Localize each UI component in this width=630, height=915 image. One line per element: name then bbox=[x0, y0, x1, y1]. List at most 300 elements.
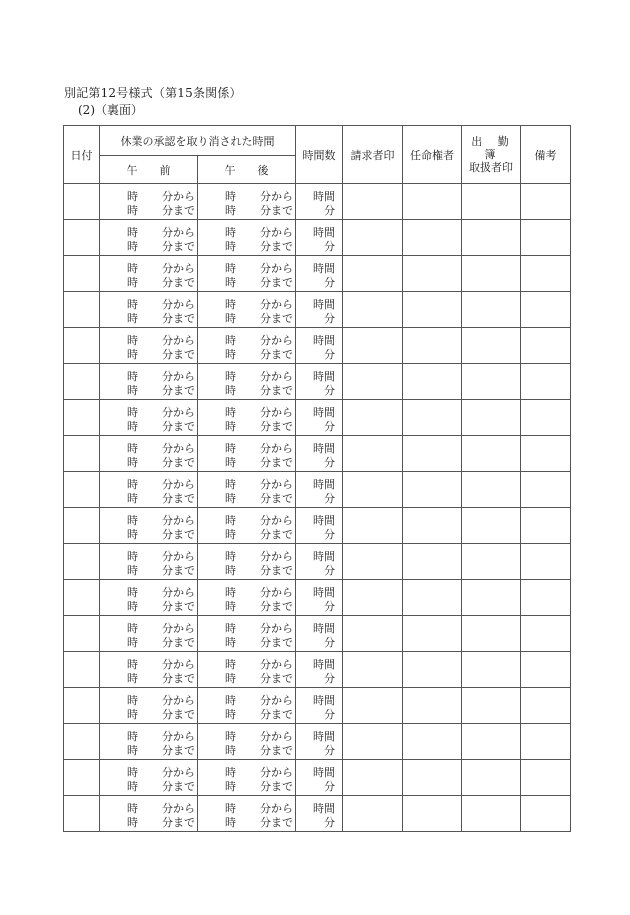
minutes-unit-label: 分 bbox=[324, 708, 335, 721]
until-label: 分まで bbox=[162, 816, 195, 829]
ledger-seal-cell[interactable] bbox=[462, 760, 521, 796]
ledger-seal-cell[interactable] bbox=[462, 220, 521, 256]
remarks-cell[interactable] bbox=[521, 328, 571, 364]
until-label: 分まで bbox=[162, 672, 195, 685]
ledger-seal-cell[interactable] bbox=[462, 472, 521, 508]
minutes-unit-label: 分 bbox=[324, 528, 335, 541]
from-label: 分から bbox=[260, 298, 293, 311]
pm-time-cell[interactable] bbox=[198, 256, 296, 292]
hour-label: 時 bbox=[225, 406, 236, 419]
am-time-cell[interactable] bbox=[100, 544, 198, 580]
hour-label: 時 bbox=[225, 622, 236, 635]
from-label: 分から bbox=[260, 262, 293, 275]
requester-seal-cell[interactable] bbox=[343, 580, 403, 616]
pm-time-cell[interactable] bbox=[198, 688, 296, 724]
date-cell[interactable] bbox=[64, 292, 100, 328]
hours-unit-label: 時間 bbox=[313, 766, 335, 779]
am-time-cell[interactable] bbox=[100, 472, 198, 508]
hours-cell[interactable] bbox=[296, 364, 343, 400]
table-row bbox=[64, 472, 571, 508]
remarks-cell[interactable] bbox=[521, 544, 571, 580]
minutes-unit-label: 分 bbox=[324, 816, 335, 829]
from-label: 分から bbox=[260, 334, 293, 347]
table-row bbox=[64, 508, 571, 544]
hour-label: 時 bbox=[127, 240, 138, 253]
hour-label: 時 bbox=[127, 334, 138, 347]
until-label: 分まで bbox=[260, 348, 293, 361]
until-label: 分まで bbox=[162, 456, 195, 469]
hour-label: 時 bbox=[225, 370, 236, 383]
ledger-seal-cell[interactable] bbox=[462, 796, 521, 832]
table-row bbox=[64, 580, 571, 616]
appointer-cell[interactable] bbox=[403, 688, 462, 724]
until-label: 分まで bbox=[260, 744, 293, 757]
ledger-seal-cell[interactable] bbox=[462, 688, 521, 724]
am-time-cell[interactable] bbox=[100, 760, 198, 796]
table-row bbox=[64, 364, 571, 400]
minutes-unit-label: 分 bbox=[324, 492, 335, 505]
hour-label: 時 bbox=[127, 348, 138, 361]
from-label: 分から bbox=[260, 622, 293, 635]
requester-seal-cell[interactable] bbox=[343, 616, 403, 652]
date-cell[interactable] bbox=[64, 688, 100, 724]
hour-label: 時 bbox=[127, 708, 138, 721]
form-title: 別記第12号様式（第15条関係） bbox=[64, 86, 242, 100]
hours-cell[interactable] bbox=[296, 580, 343, 616]
hour-label: 時 bbox=[127, 204, 138, 217]
minutes-unit-label: 分 bbox=[324, 564, 335, 577]
requester-seal-cell[interactable] bbox=[343, 436, 403, 472]
from-label: 分から bbox=[260, 226, 293, 239]
from-label: 分から bbox=[260, 802, 293, 815]
hour-label: 時 bbox=[225, 492, 236, 505]
requester-seal-cell[interactable] bbox=[343, 760, 403, 796]
hour-label: 時 bbox=[127, 780, 138, 793]
hours-unit-label: 時間 bbox=[313, 478, 335, 491]
pm-time-cell[interactable] bbox=[198, 508, 296, 544]
from-label: 分から bbox=[162, 370, 195, 383]
hour-label: 時 bbox=[225, 190, 236, 203]
am-time-cell[interactable] bbox=[100, 184, 198, 220]
table-row bbox=[64, 328, 571, 364]
remarks-cell[interactable] bbox=[521, 796, 571, 832]
until-label: 分まで bbox=[260, 420, 293, 433]
hour-label: 時 bbox=[127, 672, 138, 685]
until-label: 分まで bbox=[162, 528, 195, 541]
requester-seal-cell[interactable] bbox=[343, 508, 403, 544]
remarks-cell[interactable] bbox=[521, 616, 571, 652]
hour-label: 時 bbox=[127, 694, 138, 707]
appointer-cell[interactable] bbox=[403, 292, 462, 328]
hour-label: 時 bbox=[225, 334, 236, 347]
hour-label: 時 bbox=[225, 780, 236, 793]
col-cancelled-time-header: 休業の承認を取り消された時間 bbox=[100, 126, 296, 156]
requester-seal-cell[interactable] bbox=[343, 472, 403, 508]
until-label: 分まで bbox=[162, 636, 195, 649]
appointer-cell[interactable] bbox=[403, 544, 462, 580]
until-label: 分まで bbox=[260, 636, 293, 649]
hours-cell[interactable] bbox=[296, 652, 343, 688]
remarks-cell[interactable] bbox=[521, 400, 571, 436]
hours-cell[interactable] bbox=[296, 184, 343, 220]
table-row bbox=[64, 544, 571, 580]
hour-label: 時 bbox=[225, 802, 236, 815]
ledger-seal-cell[interactable] bbox=[462, 400, 521, 436]
remarks-cell[interactable] bbox=[521, 724, 571, 760]
requester-seal-cell[interactable] bbox=[343, 652, 403, 688]
minutes-unit-label: 分 bbox=[324, 672, 335, 685]
from-label: 分から bbox=[162, 226, 195, 239]
requester-seal-cell[interactable] bbox=[343, 292, 403, 328]
appointer-cell[interactable] bbox=[403, 472, 462, 508]
appointer-cell[interactable] bbox=[403, 328, 462, 364]
hour-label: 時 bbox=[225, 586, 236, 599]
hours-cell[interactable] bbox=[296, 256, 343, 292]
hours-unit-label: 時間 bbox=[313, 622, 335, 635]
ledger-seal-cell[interactable] bbox=[462, 724, 521, 760]
until-label: 分まで bbox=[162, 744, 195, 757]
table-row bbox=[64, 220, 571, 256]
hours-cell[interactable] bbox=[296, 796, 343, 832]
from-label: 分から bbox=[162, 622, 195, 635]
hours-cell[interactable] bbox=[296, 328, 343, 364]
table-row bbox=[64, 292, 571, 328]
minutes-unit-label: 分 bbox=[324, 240, 335, 253]
form-subtitle: (2)（裏面） bbox=[78, 103, 143, 117]
requester-seal-cell[interactable] bbox=[343, 796, 403, 832]
from-label: 分から bbox=[162, 406, 195, 419]
hour-label: 時 bbox=[127, 312, 138, 325]
hour-label: 時 bbox=[225, 420, 236, 433]
table-row bbox=[64, 796, 571, 832]
hour-label: 時 bbox=[127, 226, 138, 239]
hour-label: 時 bbox=[225, 312, 236, 325]
hours-unit-label: 時間 bbox=[313, 442, 335, 455]
pm-time-cell[interactable] bbox=[198, 292, 296, 328]
until-label: 分まで bbox=[162, 276, 195, 289]
until-label: 分まで bbox=[260, 816, 293, 829]
hour-label: 時 bbox=[225, 708, 236, 721]
from-label: 分から bbox=[260, 478, 293, 491]
requester-seal-cell[interactable] bbox=[343, 400, 403, 436]
hour-label: 時 bbox=[127, 564, 138, 577]
table-row bbox=[64, 724, 571, 760]
pm-time-cell[interactable] bbox=[198, 472, 296, 508]
pm-time-cell[interactable] bbox=[198, 760, 296, 796]
hours-cell[interactable] bbox=[296, 292, 343, 328]
hour-label: 時 bbox=[127, 730, 138, 743]
hour-label: 時 bbox=[127, 456, 138, 469]
until-label: 分まで bbox=[162, 204, 195, 217]
pm-time-cell[interactable] bbox=[198, 616, 296, 652]
until-label: 分まで bbox=[162, 384, 195, 397]
date-cell[interactable] bbox=[64, 328, 100, 364]
hour-label: 時 bbox=[225, 262, 236, 275]
leave-cancellation-table bbox=[63, 125, 571, 832]
hour-label: 時 bbox=[225, 226, 236, 239]
hours-unit-label: 時間 bbox=[313, 514, 335, 527]
col-ledger-seal-header bbox=[462, 126, 521, 184]
until-label: 分まで bbox=[260, 384, 293, 397]
date-cell[interactable] bbox=[64, 616, 100, 652]
hour-label: 時 bbox=[225, 384, 236, 397]
hours-cell[interactable] bbox=[296, 508, 343, 544]
hour-label: 時 bbox=[225, 658, 236, 671]
hour-label: 時 bbox=[225, 456, 236, 469]
hour-label: 時 bbox=[225, 672, 236, 685]
date-cell[interactable] bbox=[64, 760, 100, 796]
remarks-cell[interactable] bbox=[521, 652, 571, 688]
hour-label: 時 bbox=[225, 240, 236, 253]
remarks-cell[interactable] bbox=[521, 436, 571, 472]
hour-label: 時 bbox=[127, 550, 138, 563]
requester-seal-cell[interactable] bbox=[343, 184, 403, 220]
ledger-seal-cell[interactable] bbox=[462, 364, 521, 400]
col-date-header: 日付 bbox=[64, 126, 100, 184]
date-cell[interactable] bbox=[64, 364, 100, 400]
col-hours-header: 時間数 bbox=[296, 126, 343, 184]
hours-cell[interactable] bbox=[296, 400, 343, 436]
am-time-cell[interactable] bbox=[100, 796, 198, 832]
pm-time-cell[interactable] bbox=[198, 220, 296, 256]
until-label: 分まで bbox=[162, 348, 195, 361]
date-cell[interactable] bbox=[64, 508, 100, 544]
from-label: 分から bbox=[162, 514, 195, 527]
ledger-seal-cell[interactable] bbox=[462, 184, 521, 220]
pm-time-cell[interactable] bbox=[198, 796, 296, 832]
remarks-cell[interactable] bbox=[521, 256, 571, 292]
from-label: 分から bbox=[260, 370, 293, 383]
until-label: 分まで bbox=[260, 528, 293, 541]
hours-cell[interactable] bbox=[296, 688, 343, 724]
date-cell[interactable] bbox=[64, 652, 100, 688]
hour-label: 時 bbox=[127, 766, 138, 779]
remarks-cell[interactable] bbox=[521, 292, 571, 328]
requester-seal-cell[interactable] bbox=[343, 256, 403, 292]
appointer-cell[interactable] bbox=[403, 796, 462, 832]
appointer-cell[interactable] bbox=[403, 184, 462, 220]
remarks-cell[interactable] bbox=[521, 220, 571, 256]
pm-time-cell[interactable] bbox=[198, 544, 296, 580]
hour-label: 時 bbox=[225, 442, 236, 455]
hour-label: 時 bbox=[127, 514, 138, 527]
am-time-cell[interactable] bbox=[100, 292, 198, 328]
hour-label: 時 bbox=[225, 730, 236, 743]
date-cell[interactable] bbox=[64, 400, 100, 436]
am-time-cell[interactable] bbox=[100, 436, 198, 472]
appointer-cell[interactable] bbox=[403, 436, 462, 472]
hours-cell[interactable] bbox=[296, 544, 343, 580]
hour-label: 時 bbox=[127, 600, 138, 613]
ledger-seal-cell[interactable] bbox=[462, 256, 521, 292]
requester-seal-cell[interactable] bbox=[343, 220, 403, 256]
remarks-cell[interactable] bbox=[521, 688, 571, 724]
appointer-cell[interactable] bbox=[403, 616, 462, 652]
table-row bbox=[64, 652, 571, 688]
col-pm-header: 午 後 bbox=[198, 156, 296, 184]
minutes-unit-label: 分 bbox=[324, 780, 335, 793]
date-cell[interactable] bbox=[64, 256, 100, 292]
date-cell[interactable] bbox=[64, 796, 100, 832]
hour-label: 時 bbox=[225, 514, 236, 527]
hours-unit-label: 時間 bbox=[313, 586, 335, 599]
am-time-cell[interactable] bbox=[100, 616, 198, 652]
ledger-seal-cell[interactable] bbox=[462, 652, 521, 688]
appointer-cell[interactable] bbox=[403, 760, 462, 796]
hours-unit-label: 時間 bbox=[313, 730, 335, 743]
from-label: 分から bbox=[162, 190, 195, 203]
requester-seal-cell[interactable] bbox=[343, 364, 403, 400]
pm-time-cell[interactable] bbox=[198, 436, 296, 472]
requester-seal-cell[interactable] bbox=[343, 544, 403, 580]
hours-cell[interactable] bbox=[296, 616, 343, 652]
appointer-cell[interactable] bbox=[403, 580, 462, 616]
pm-time-cell[interactable] bbox=[198, 364, 296, 400]
remarks-cell[interactable] bbox=[521, 184, 571, 220]
date-cell[interactable] bbox=[64, 472, 100, 508]
table-row bbox=[64, 256, 571, 292]
hour-label: 時 bbox=[225, 276, 236, 289]
date-cell[interactable] bbox=[64, 544, 100, 580]
hours-unit-label: 時間 bbox=[313, 694, 335, 707]
appointer-cell[interactable] bbox=[403, 400, 462, 436]
date-cell[interactable] bbox=[64, 184, 100, 220]
pm-time-cell[interactable] bbox=[198, 724, 296, 760]
from-label: 分から bbox=[162, 802, 195, 815]
am-time-cell[interactable] bbox=[100, 364, 198, 400]
am-time-cell[interactable] bbox=[100, 256, 198, 292]
from-label: 分から bbox=[260, 442, 293, 455]
from-label: 分から bbox=[162, 766, 195, 779]
from-label: 分から bbox=[260, 514, 293, 527]
until-label: 分まで bbox=[260, 708, 293, 721]
am-time-cell[interactable] bbox=[100, 724, 198, 760]
appointer-cell[interactable] bbox=[403, 508, 462, 544]
remarks-cell[interactable] bbox=[521, 508, 571, 544]
minutes-unit-label: 分 bbox=[324, 744, 335, 757]
appointer-cell[interactable] bbox=[403, 724, 462, 760]
remarks-cell[interactable] bbox=[521, 760, 571, 796]
until-label: 分まで bbox=[260, 564, 293, 577]
col-remarks-header: 備考 bbox=[521, 126, 571, 184]
am-time-cell[interactable] bbox=[100, 652, 198, 688]
am-time-cell[interactable] bbox=[100, 508, 198, 544]
until-label: 分まで bbox=[260, 312, 293, 325]
hour-label: 時 bbox=[127, 370, 138, 383]
from-label: 分から bbox=[162, 334, 195, 347]
appointer-cell[interactable] bbox=[403, 256, 462, 292]
until-label: 分まで bbox=[260, 600, 293, 613]
pm-time-cell[interactable] bbox=[198, 580, 296, 616]
from-label: 分から bbox=[162, 658, 195, 671]
hour-label: 時 bbox=[127, 816, 138, 829]
minutes-unit-label: 分 bbox=[324, 312, 335, 325]
table-row bbox=[64, 760, 571, 796]
until-label: 分まで bbox=[162, 312, 195, 325]
hours-cell[interactable] bbox=[296, 760, 343, 796]
appointer-cell[interactable] bbox=[403, 364, 462, 400]
hours-cell[interactable] bbox=[296, 220, 343, 256]
until-label: 分まで bbox=[162, 240, 195, 253]
pm-time-cell[interactable] bbox=[198, 400, 296, 436]
date-cell[interactable] bbox=[64, 436, 100, 472]
hours-cell[interactable] bbox=[296, 472, 343, 508]
until-label: 分まで bbox=[260, 240, 293, 253]
until-label: 分まで bbox=[260, 672, 293, 685]
ledger-header-top: 出 勤 簿 bbox=[471, 135, 515, 161]
remarks-cell[interactable] bbox=[521, 472, 571, 508]
until-label: 分まで bbox=[260, 780, 293, 793]
hours-cell[interactable] bbox=[296, 724, 343, 760]
until-label: 分まで bbox=[260, 456, 293, 469]
am-time-cell[interactable] bbox=[100, 688, 198, 724]
ledger-seal-cell[interactable] bbox=[462, 328, 521, 364]
appointer-cell[interactable] bbox=[403, 220, 462, 256]
hour-label: 時 bbox=[225, 600, 236, 613]
requester-seal-cell[interactable] bbox=[343, 328, 403, 364]
requester-seal-cell[interactable] bbox=[343, 688, 403, 724]
minutes-unit-label: 分 bbox=[324, 456, 335, 469]
ledger-seal-cell[interactable] bbox=[462, 436, 521, 472]
am-time-cell[interactable] bbox=[100, 220, 198, 256]
hours-unit-label: 時間 bbox=[313, 370, 335, 383]
hour-label: 時 bbox=[127, 636, 138, 649]
remarks-cell[interactable] bbox=[521, 580, 571, 616]
ledger-seal-cell[interactable] bbox=[462, 508, 521, 544]
date-cell[interactable] bbox=[64, 580, 100, 616]
requester-seal-cell[interactable] bbox=[343, 724, 403, 760]
minutes-unit-label: 分 bbox=[324, 276, 335, 289]
hours-cell[interactable] bbox=[296, 436, 343, 472]
from-label: 分から bbox=[162, 442, 195, 455]
remarks-cell[interactable] bbox=[521, 364, 571, 400]
hour-label: 時 bbox=[127, 658, 138, 671]
date-cell[interactable] bbox=[64, 220, 100, 256]
am-time-cell[interactable] bbox=[100, 328, 198, 364]
hour-label: 時 bbox=[127, 528, 138, 541]
until-label: 分まで bbox=[162, 600, 195, 613]
appointer-cell[interactable] bbox=[403, 652, 462, 688]
hour-label: 時 bbox=[127, 384, 138, 397]
am-time-cell[interactable] bbox=[100, 580, 198, 616]
pm-time-cell[interactable] bbox=[198, 652, 296, 688]
hour-label: 時 bbox=[127, 744, 138, 757]
until-label: 分まで bbox=[162, 708, 195, 721]
hour-label: 時 bbox=[127, 492, 138, 505]
ledger-seal-cell[interactable] bbox=[462, 616, 521, 652]
ledger-seal-cell[interactable] bbox=[462, 292, 521, 328]
pm-time-cell[interactable] bbox=[198, 328, 296, 364]
from-label: 分から bbox=[162, 478, 195, 491]
ledger-seal-cell[interactable] bbox=[462, 544, 521, 580]
hours-unit-label: 時間 bbox=[313, 550, 335, 563]
hours-unit-label: 時間 bbox=[313, 334, 335, 347]
am-time-cell[interactable] bbox=[100, 400, 198, 436]
ledger-seal-cell[interactable] bbox=[462, 580, 521, 616]
minutes-unit-label: 分 bbox=[324, 204, 335, 217]
hour-label: 時 bbox=[127, 802, 138, 815]
minutes-unit-label: 分 bbox=[324, 600, 335, 613]
minutes-unit-label: 分 bbox=[324, 348, 335, 361]
date-cell[interactable] bbox=[64, 724, 100, 760]
pm-time-cell[interactable] bbox=[198, 184, 296, 220]
from-label: 分から bbox=[260, 550, 293, 563]
from-label: 分から bbox=[260, 190, 293, 203]
table-row bbox=[64, 184, 571, 220]
table-row bbox=[64, 688, 571, 724]
from-label: 分から bbox=[260, 406, 293, 419]
table-row bbox=[64, 616, 571, 652]
